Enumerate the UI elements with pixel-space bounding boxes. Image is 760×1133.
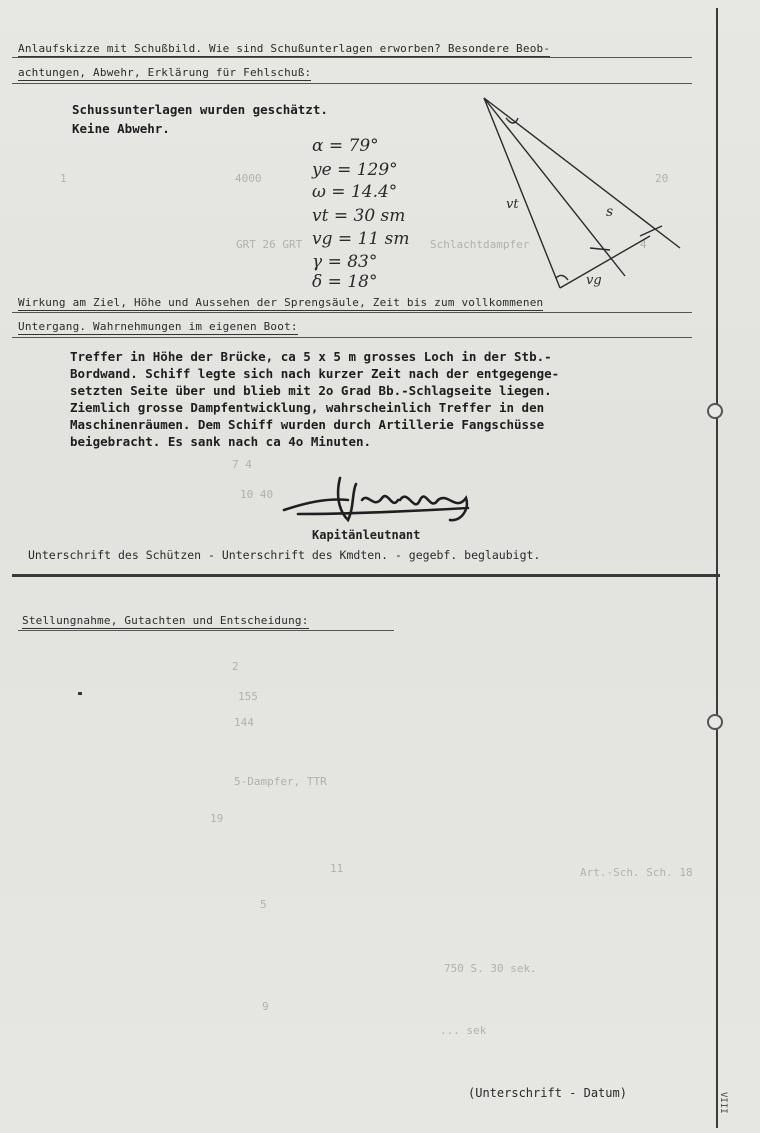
punch-hole xyxy=(707,403,723,419)
bleed-through-text: 7 4 xyxy=(232,458,252,471)
section-header-line: Anlaufskizze mit Schußbild. Wie sind Schußunterlagen erworben? Besondere Beob- xyxy=(18,42,551,55)
divider xyxy=(12,312,692,313)
report-text-line: Treffer in Höhe der Brücke, ca 5 x 5 m grosses Loch in der Stb.- xyxy=(70,349,552,364)
report-text-line: setzten Seite über und blieb mit 2o Grad Bb.-Schlagseite liegen. xyxy=(70,383,552,398)
section-header-line: Wirkung am Ziel, Höhe und Aussehen der Sprengsäule, Zeit bis zum vollkommenen xyxy=(18,296,544,309)
section-header: Stellungnahme, Gutachten und Entscheidung: xyxy=(22,614,309,627)
bleed-through-text: 750 S. 30 sek. xyxy=(444,962,537,975)
section-header-line: achtungen, Abwehr, Erklärung für Fehlschuß: xyxy=(18,66,312,79)
bleed-through-text: 4000 xyxy=(235,172,262,185)
bleed-through-text: Schlachtdampfer xyxy=(430,238,530,251)
firing-data-alpha: α = 79° xyxy=(312,136,379,156)
bleed-through-text: GRT 26 GRT xyxy=(236,238,303,251)
bleed-through-text: 5-Dampfer, TTR xyxy=(234,775,327,788)
firing-data-gamma: γ = 83° xyxy=(312,252,378,272)
signature-date-caption: (Unterschrift - Datum) xyxy=(468,1086,627,1100)
bleed-through-text: 11 xyxy=(330,862,344,875)
bleed-through-text: 10 40 xyxy=(240,488,274,501)
margin-rule xyxy=(716,8,718,1128)
report-text-line: beigebracht. Es sank nach ca 4o Minuten. xyxy=(70,434,372,449)
sketch-label-s: s xyxy=(606,204,614,220)
report-text-line: Maschinenräumen. Dem Schiff wurden durch Artillerie Fangschüsse xyxy=(70,417,545,432)
bleed-through-text: 5 xyxy=(260,898,267,911)
bleed-through-text: 19 xyxy=(210,812,224,825)
firing-data-vg: vg = 11 sm xyxy=(312,229,410,249)
report-text-line: Bordwand. Schiff legte sich nach kurzer Zeit nach der entgegenge- xyxy=(70,366,560,381)
divider xyxy=(18,630,394,631)
handwritten-signature xyxy=(278,470,478,530)
bleed-through-text: 155 xyxy=(238,690,258,703)
section-header-line: Untergang. Wahrnehmungen im eigenen Boot: xyxy=(18,320,298,333)
side-mark: VIII xyxy=(718,1092,728,1114)
firing-data-delta: δ = 18° xyxy=(312,272,378,292)
typed-text-line: Keine Abwehr. xyxy=(72,121,170,136)
bleed-through-text: 1 xyxy=(60,172,67,185)
divider xyxy=(12,57,692,58)
sketch-label-vg: vg xyxy=(586,273,602,288)
bleed-through-text: 2 xyxy=(232,660,239,673)
bleed-through-text: Art.-Sch. Sch. 18 xyxy=(580,866,693,879)
bleed-through-text: 4 xyxy=(640,238,647,251)
bleed-through-text: 144 xyxy=(234,716,254,729)
punch-hole xyxy=(707,714,723,730)
sketch-label-vt: vt xyxy=(506,197,519,212)
section-divider xyxy=(12,574,720,577)
firing-data-ye: ye = 129° xyxy=(312,160,398,180)
attack-sketch xyxy=(470,88,690,298)
signature-caption: Unterschrift des Schützen - Unterschrift des Kmdten. - gegebf. beglaubigt. xyxy=(28,548,541,562)
bleed-through-text: 9 xyxy=(262,1000,269,1013)
typed-text-line: Schussunterlagen wurden geschätzt. xyxy=(72,102,328,117)
firing-data-vt: vt = 30 sm xyxy=(312,206,406,226)
divider xyxy=(12,337,692,338)
bleed-through-text: 20 xyxy=(655,172,669,185)
firing-data-omega: ω = 14.4° xyxy=(312,182,398,202)
signatory-rank: Kapitänleutnant xyxy=(312,528,421,542)
report-text-line: Ziemlich grosse Dampfentwicklung, wahrscheinlich Treffer in den xyxy=(70,400,545,415)
divider xyxy=(12,83,692,84)
bleed-through-text: ... sek xyxy=(440,1024,487,1037)
stray-mark xyxy=(78,692,82,695)
